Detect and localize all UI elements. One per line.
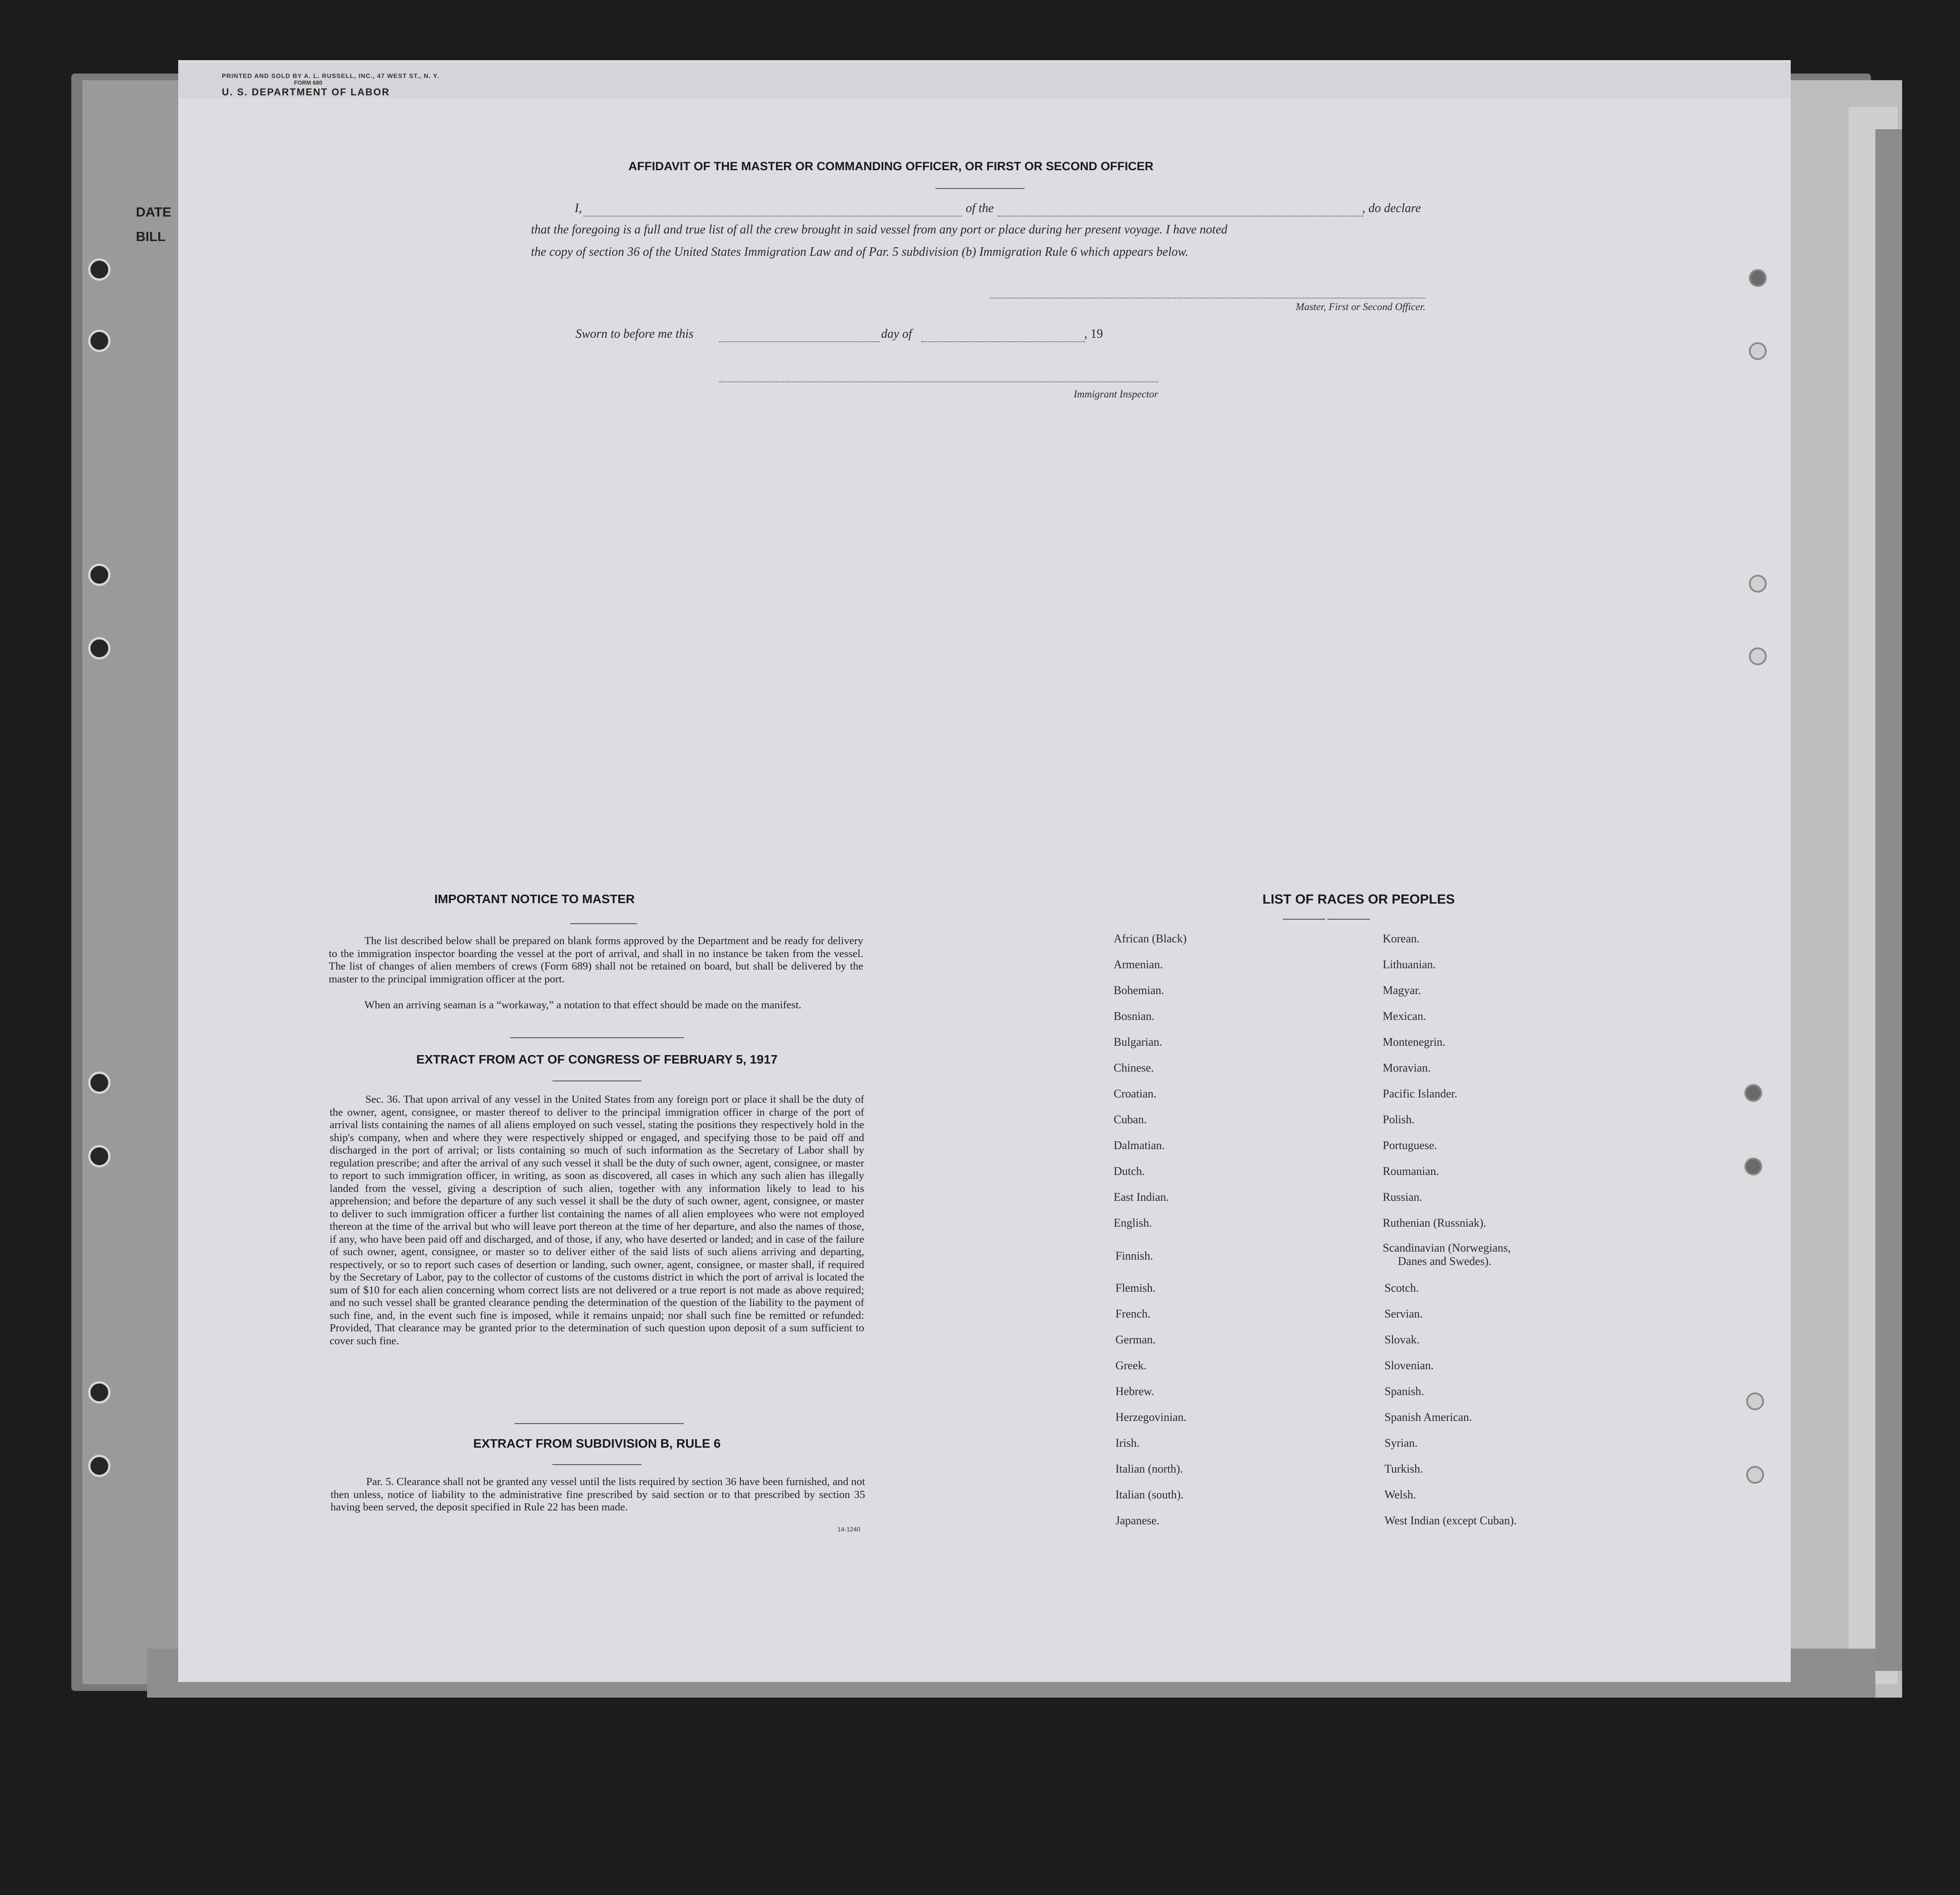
department-name: U. S. DEPARTMENT OF LABOR [222, 86, 390, 98]
divider [514, 1423, 684, 1424]
race-item: Spanish. [1384, 1385, 1424, 1398]
form-code: 14-1240 [837, 1526, 861, 1533]
race-item: Greek. [1115, 1359, 1147, 1372]
race-item: Portuguese. [1383, 1139, 1437, 1152]
punch-hole-icon [1749, 647, 1767, 665]
notice-paragraph: The list described below shall be prepared on blank forms approved by the Department and be ready for delivery to the immigration inspector boarding the vessel at the port of arrival, and shall in no instance be taken from the vessel. The list of changes of alien members of crews (Form 689) shall not be retained on board, but shall be delivered by the master to the principal immigration officer at the port. [329, 935, 863, 985]
binder-ring-icon [88, 330, 110, 352]
race-item: Danes and Swedes). [1398, 1255, 1492, 1268]
printer-imprint: PRINTED AND SOLD BY A. L. RUSSELL, INC., 47 WEST ST., N. Y. [222, 72, 439, 79]
form-number: FORM 680 [294, 79, 323, 86]
affidavit-statement-line: that the foregoing is a full and true list of all the crew brought in said vessel from any port or place during her present voyage. I have noted [531, 223, 1228, 237]
race-item: Slovenian. [1384, 1359, 1434, 1372]
affidavit-declare-label: , do declare [1362, 201, 1421, 215]
race-item: Turkish. [1384, 1462, 1423, 1475]
binder-ring-icon [88, 564, 110, 586]
race-item: Moravian. [1383, 1061, 1431, 1074]
race-item: Spanish American. [1384, 1411, 1472, 1424]
race-item: Croatian. [1114, 1087, 1157, 1100]
race-item: African (Black) [1114, 932, 1187, 945]
punch-hole-icon [1749, 575, 1767, 593]
race-item: Korean. [1383, 932, 1420, 945]
race-item: Dalmatian. [1114, 1139, 1165, 1152]
page-stack-right-edge-3 [1875, 129, 1902, 1671]
race-item: Roumanian. [1383, 1165, 1439, 1178]
divider [935, 188, 1025, 189]
rule-6-text: Par. 5. Clearance shall not be granted any vessel until the lists required by section 36 have been furnished, and not then unless, notice of liability to the administrative fine prescribed by said section or to that prescribed by section 35 having been served, the deposit specified in Rule 22 has been made. [331, 1476, 865, 1513]
sworn-label: Sworn to before me this [576, 327, 694, 341]
stack-label-date: DATE [136, 205, 172, 220]
race-item: Finnish. [1115, 1249, 1153, 1262]
affidavit-i-label: I, [575, 201, 582, 215]
form-sheet-header-strip [178, 62, 1791, 98]
punch-hole-icon [1749, 269, 1767, 287]
affidavit-title: AFFIDAVIT OF THE MASTER OR COMMANDING OFFICER, OR FIRST OR SECOND OFFICER [628, 160, 1154, 173]
extract-act-title: EXTRACT FROM ACT OF CONGRESS OF FEBRUARY 5, 1917 [416, 1052, 778, 1066]
master-name-field[interactable] [584, 216, 962, 217]
punch-hole-icon [1744, 1158, 1762, 1175]
race-item: Bulgarian. [1114, 1035, 1163, 1048]
race-item: Herzegovinian. [1115, 1411, 1187, 1424]
page-stack-left-edge [82, 80, 185, 1684]
race-item: Scandinavian (Norwegians, [1383, 1241, 1511, 1254]
races-list-title: LIST OF RACES OR PEOPLES [1262, 892, 1455, 907]
race-item: Montenegrin. [1383, 1035, 1446, 1048]
race-item: English. [1114, 1216, 1152, 1229]
officer-signature-label: Master, First or Second Officer. [1295, 301, 1425, 312]
divider [510, 1037, 684, 1038]
race-item: Slovak. [1384, 1333, 1420, 1346]
officer-signature-field[interactable] [990, 298, 1425, 299]
binder-ring-icon [88, 637, 110, 659]
extract-rule-title: EXTRACT FROM SUBDIVISION B, RULE 6 [473, 1437, 721, 1450]
race-item: Bosnian. [1114, 1010, 1155, 1023]
divider [1283, 919, 1325, 920]
race-item: Syrian. [1384, 1437, 1418, 1449]
race-item: Pacific Islander. [1383, 1087, 1458, 1100]
vessel-name-field[interactable] [998, 216, 1363, 217]
binder-ring-icon [88, 258, 110, 281]
race-item: Irish. [1115, 1437, 1140, 1449]
race-item: Magyar. [1383, 984, 1421, 997]
punch-hole-icon [1746, 1466, 1764, 1484]
binder-ring-icon [88, 1381, 110, 1404]
race-item: Polish. [1383, 1113, 1415, 1126]
inspector-signature-label: Immigrant Inspector [1074, 389, 1158, 400]
binder-ring-icon [88, 1455, 110, 1477]
race-item: Cuban. [1114, 1113, 1147, 1126]
race-item: Chinese. [1114, 1061, 1154, 1074]
divider [552, 1464, 641, 1465]
race-item: French. [1115, 1307, 1151, 1320]
stack-label-bill: BILL [136, 229, 166, 244]
race-item: Italian (north). [1115, 1462, 1183, 1475]
race-item: Mexican. [1383, 1010, 1426, 1023]
race-item: Servian. [1384, 1307, 1423, 1320]
race-item: Armenian. [1114, 958, 1163, 971]
notice-paragraph: When an arriving seaman is a “workaway,” a notation to that effect should be made on the manifest. [364, 999, 802, 1011]
race-item: Dutch. [1114, 1165, 1145, 1178]
race-item: Lithuanian. [1383, 958, 1436, 971]
race-item: East Indian. [1114, 1191, 1169, 1203]
punch-hole-icon [1744, 1084, 1762, 1102]
notice-title: IMPORTANT NOTICE TO MASTER [434, 892, 635, 906]
binder-ring-icon [88, 1072, 110, 1094]
day-of-label: day of [881, 327, 912, 341]
affidavit-statement-line: the copy of section 36 of the United States Immigration Law and of Par. 5 subdivision (b) Immigration Rule 6 which appears below. [531, 245, 1188, 259]
race-item: Scotch. [1384, 1281, 1419, 1294]
race-item: Ruthenian (Russniak). [1383, 1216, 1486, 1229]
sworn-month-field[interactable] [921, 341, 1085, 342]
affidavit-of-label: of the [966, 201, 994, 215]
punch-hole-icon [1746, 1392, 1764, 1410]
divider [570, 923, 637, 924]
race-item: Bohemian. [1114, 984, 1164, 997]
race-item: Japanese. [1115, 1514, 1160, 1527]
binder-ring-icon [88, 1145, 110, 1167]
race-item: Hebrew. [1115, 1385, 1155, 1398]
year-label: , 19 [1084, 327, 1103, 341]
race-item: West Indian (except Cuban). [1384, 1514, 1517, 1527]
inspector-signature-field[interactable] [719, 381, 1158, 382]
sworn-day-field[interactable] [719, 341, 879, 342]
race-item: Italian (south). [1115, 1488, 1184, 1501]
race-item: German. [1115, 1333, 1156, 1346]
divider [1327, 919, 1370, 920]
race-item: Russian. [1383, 1191, 1422, 1203]
section-36-text: Sec. 36. That upon arrival of any vessel in the United States from any foreign port or place it shall be the duty of the owner, agent, consignee, or master thereof to deliver to the principal immigration officer in charge of the port of arrival lists containing the names of all aliens employed on such vessel, stating the positions they respectively hold in the ship's company, when and where they were respectively shipped or engaged, and specifying those to be paid off and discharged in the port of arrival; or lists containing so much of such information as the Secretary of Labor shall by regulation prescribe; and after the arrival of any such vessel it shall be the duty of such owner, agent, consignee, or master to report to such immigration officer, in writing, as soon as discovered, all cases in which any such alien has illegally landed from the vessel, giving a description of such alien, together with any information likely to lead to his apprehension; and before the departure of any such vessel it shall be the duty of such owner, agent, consignee, or master to deliver to such immigration officer a further list containing the names of all alien employees who were not employed thereon at the time of the arrival but who will leave port thereon at the time of her departure, and also the names of those, if any, who have been paid off and discharged, and of those, if any, who have deserted or landed; and in case of the failure of such owner, agent, consignee, or master so to deliver either of the said lists of such aliens arriving and departing, respectively, or so to report such cases of desertion or landing, such owner, agent, consignee, or master shall, if required by the Secretary of Labor, pay to the collector of customs of the customs district in which the port of arrival is located the sum of $10 for each alien concerning whom correct lists are not delivered or a true report is not made as above required; and no such vessel shall be granted clearance pending the determination of the question of the liability to the payment of such fine, and, in the event such fine is imposed, while it remains unpaid; nor shall such fine be remitted or refunded: Provided, That clearance may be granted prior to the determination of such question upon deposit of a sum sufficient to cover such fine. [330, 1093, 864, 1347]
punch-hole-icon [1749, 342, 1767, 360]
race-item: Flemish. [1115, 1281, 1156, 1294]
race-item: Welsh. [1384, 1488, 1416, 1501]
